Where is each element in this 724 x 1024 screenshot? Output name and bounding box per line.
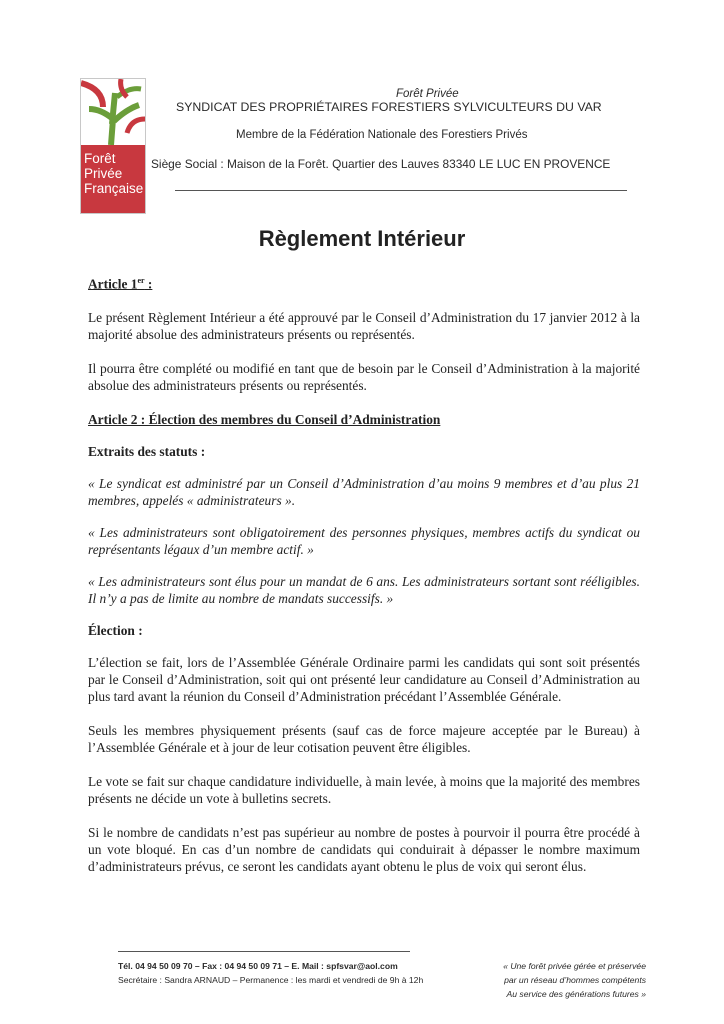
- logo-line-1: Forêt: [84, 151, 116, 166]
- logo-wordmark: [81, 145, 145, 213]
- footer-divider: [118, 951, 410, 952]
- federation-member: Membre de la Fédération Nationale des Forestiers Privés: [236, 129, 528, 141]
- footer-motto-1: « Une forêt privée gérée et préservée: [503, 961, 646, 971]
- article-2-heading: Article 2 : Élection des membres du Conseil d’Administration: [88, 412, 441, 428]
- article-1-paragraph-1: Le présent Règlement Intérieur a été approuvé par le Conseil d’Administration du 17 janvier 2012 à la majorité absolue des administrateurs présents ou représentés.: [88, 310, 640, 343]
- footer-motto-2: par un réseau d’hommes compétents: [504, 975, 646, 985]
- statute-quote-1: « Le syndicat est administré par un Conseil d’Administration d’au moins 9 membres et d’au plus 21 membres, appelés « administrateurs ».: [88, 476, 640, 509]
- article-1-paragraph-2: Il pourra être complété ou modifié en tant que de besoin par le Conseil d’Administration à la majorité absolue des administrateurs présents ou représentés.: [88, 361, 640, 394]
- election-paragraph-1: L’élection se fait, lors de l’Assemblée Générale Ordinaire parmi les candidats qui sont soit présentés par le Conseil d’Administration, soit qui ont présenté leur candidature au Conseil d’Administration au plus tard avant la réunion du Conseil d’Administration précédant l’Assemblée Générale.: [88, 655, 640, 705]
- article-1-heading: Article 1er :: [88, 276, 153, 292]
- forest-logo: [80, 78, 146, 214]
- tree-icon: [81, 79, 145, 145]
- header-divider: [175, 190, 627, 191]
- footer-secretary: Secrétaire : Sandra ARNAUD – Permanence : les mardi et vendredi de 9h à 12h: [118, 975, 424, 985]
- election-paragraph-2: Seuls les membres physiquement présents (sauf cas de force majeure acceptée par le Bureau) à l’Assemblée Générale et à jour de leur cotisation peuvent être éligibles.: [88, 723, 640, 756]
- logo-line-3: Française: [84, 181, 144, 196]
- election-paragraph-4: Si le nombre de candidats n’est pas supérieur au nombre de postes à pourvoir il pourra être procédé à un vote bloqué. En cas d’un nombre de candidats qui conduirait à dépasser le nombre maximum d’administrateurs prévus, ce seront les candidats ayant obtenu le plus de voix qui seront élus.: [88, 825, 640, 875]
- org-italic: Forêt Privée: [396, 88, 459, 100]
- election-heading: Élection :: [88, 623, 143, 639]
- head-office-address: Siège Social : Maison de la Forêt. Quartier des Lauves 83340 LE LUC EN PROVENCE: [151, 157, 611, 171]
- footer-contact: Tél. 04 94 50 09 70 – Fax : 04 94 50 09 71 – E. Mail : spfsvar@aol.com: [118, 961, 398, 971]
- page-title: Règlement Intérieur: [258, 226, 466, 251]
- logo-line-2: Privée: [84, 166, 123, 181]
- statute-quote-2: « Les administrateurs sont obligatoirement des personnes physiques, membres actifs du syndicat ou représentants légaux d’un membre actif. »: [88, 525, 640, 558]
- org-name: SYNDICAT DES PROPRIÉTAIRES FORESTIERS SYLVICULTEURS DU VAR: [176, 100, 602, 114]
- document-body: [88, 272, 640, 875]
- extracts-heading: Extraits des statuts :: [88, 444, 206, 460]
- election-paragraph-3: Le vote se fait sur chaque candidature individuelle, à main levée, à moins que la majorité des membres présents ne décide un vote à bulletins secrets.: [88, 774, 640, 807]
- footer-motto-3: Au service des générations futures »: [506, 989, 646, 999]
- statute-quote-3: « Les administrateurs sont élus pour un mandat de 6 ans. Les administrateurs sortant sont rééligibles. Il n’y a pas de limite au nombre de mandats successifs. »: [88, 574, 640, 607]
